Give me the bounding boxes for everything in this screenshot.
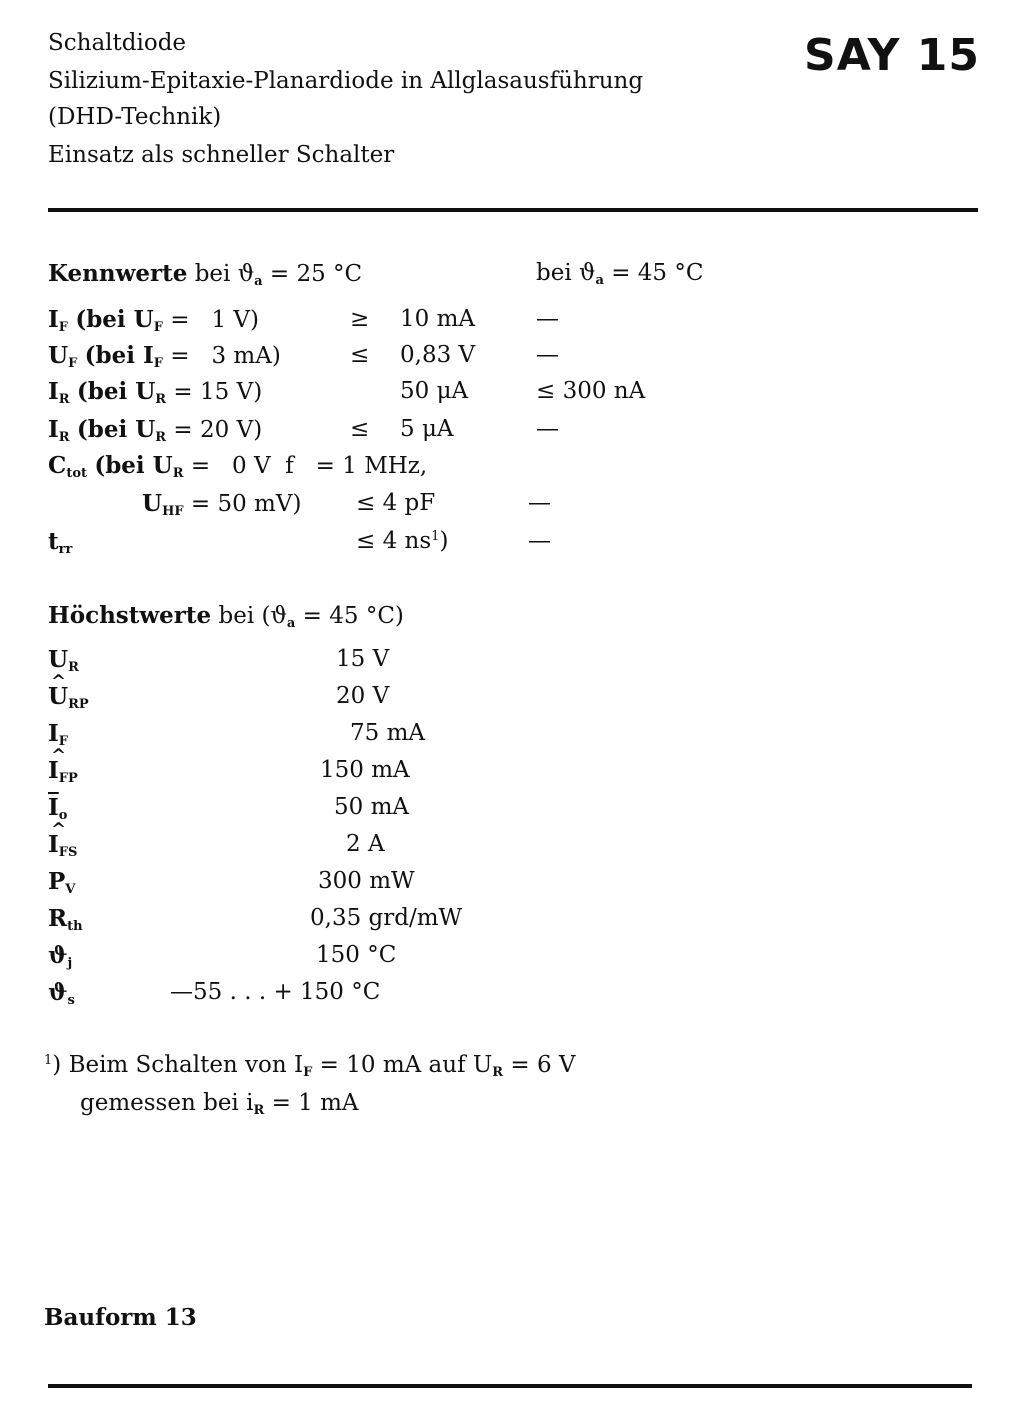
hoechstwerte-row-value: 2 A [346, 831, 385, 857]
footnote-line-2: gemessen bei $i_R = 1$ mA [80, 1090, 359, 1118]
hoechstwerte-row-symbol: $\overline{I}_o$ [48, 794, 68, 823]
package-type: Bauform 13 [44, 1304, 197, 1331]
hoechstwerte-row-symbol: ^ $I_{FP}$ [48, 757, 78, 786]
hoechstwerte-row-value: 150 °C [316, 942, 397, 968]
hoechstwerte-row-value: 300 mW [318, 868, 415, 894]
kennwerte-row-uhf: $U_{HF} = 50$ mV) [142, 490, 302, 519]
kennwerte-row-relation: ≥ [350, 306, 370, 332]
kennwerte-row-value-45: — [536, 306, 559, 332]
kennwerte-trr-value: ≤ 4 $ns^1$) [356, 528, 449, 554]
hoechstwerte-row-symbol: $ϑ_s$ [48, 979, 75, 1008]
hoechstwerte-row-value: —55 . . . + 150 °C [170, 979, 381, 1005]
kennwerte-uhf-45: — [528, 490, 551, 516]
hoechstwerte-row-value: 150 mA [320, 757, 410, 783]
kennwerte-row-value-45: ≤ 300 nA [536, 378, 646, 404]
header-rule [48, 208, 978, 212]
hoechstwerte-row-value: 75 mA [350, 720, 425, 746]
hoechstwerte-row-symbol: $P_V$ [48, 868, 76, 897]
hoechstwerte-row-symbol: ^ $U_{RP}$ [48, 683, 89, 712]
kennwerte-row-label: $I_F$ (bei $U_F = 1$ V) [48, 306, 259, 335]
kennwerte-row-value: 0,83 V [400, 342, 476, 368]
kennwerte-trr-45: — [528, 528, 551, 554]
hoechstwerte-row-value: 50 mA [334, 794, 409, 820]
doc-application: Einsatz als schneller Schalter [48, 142, 395, 168]
footer-rule [48, 1384, 972, 1388]
kennwerte-row-ctot: $C_{tot}$ (bei $U_R = 0$ V f = 1 MHz, [48, 452, 428, 481]
kennwerte-row-value-45: — [536, 342, 559, 368]
kennwerte-row-value: 50 μA [400, 378, 469, 404]
hoechstwerte-row-symbol: $R_{th}$ [48, 905, 83, 934]
kennwerte-row-value-45: — [536, 416, 559, 442]
kennwerte-heading: Kennwerte bei $ϑ_a = 25$ °C [48, 260, 363, 289]
kennwerte-row-relation: ≤ [350, 342, 370, 368]
kennwerte-row-label: $I_R$ (bei $U_R = 20$ V) [48, 416, 263, 445]
hoechstwerte-row-symbol: $I_F$ [48, 720, 68, 749]
hoechstwerte-row-symbol: ^ $I_{FS}$ [48, 831, 77, 860]
kennwerte-row-label: $U_F$ (bei $I_F = 3$ mA) [48, 342, 281, 371]
doc-description: Silizium-Epitaxie-Planardiode in Allglasausführung [48, 68, 644, 94]
doc-category: Schaltdiode [48, 30, 187, 56]
footnote-line-1: $^1$) Beim Schalten von $I_F = 10$ mA auf $U_R = 6$ V [44, 1052, 576, 1080]
hoechstwerte-heading: Höchstwerte bei ($ϑ_a = 45$ °C) [48, 602, 404, 631]
kennwerte-uhf-value: ≤ 4 pF [356, 490, 436, 516]
hoechstwerte-row-value: 15 V [336, 646, 390, 672]
hoechstwerte-row-symbol: $ϑ_j$ [48, 942, 73, 971]
kennwerte-row-trr: $t_{rr}$ [48, 528, 73, 557]
hoechstwerte-row-value: 0,35 grd/mW [310, 905, 463, 931]
model-number: SAY 15 [804, 30, 980, 81]
doc-technology: (DHD-Technik) [48, 104, 222, 130]
kennwerte-row-label: $I_R$ (bei $U_R = 15$ V) [48, 378, 263, 407]
kennwerte-row-value: 10 mA [400, 306, 475, 332]
kennwerte-row-relation: ≤ [350, 416, 370, 442]
hoechstwerte-row-symbol: $U_R$ [48, 646, 79, 675]
kennwerte-row-value: 5 μA [400, 416, 454, 442]
hoechstwerte-row-value: 20 V [336, 683, 390, 709]
kennwerte-heading-45: bei $ϑ_a = 45$ °C [536, 260, 704, 288]
